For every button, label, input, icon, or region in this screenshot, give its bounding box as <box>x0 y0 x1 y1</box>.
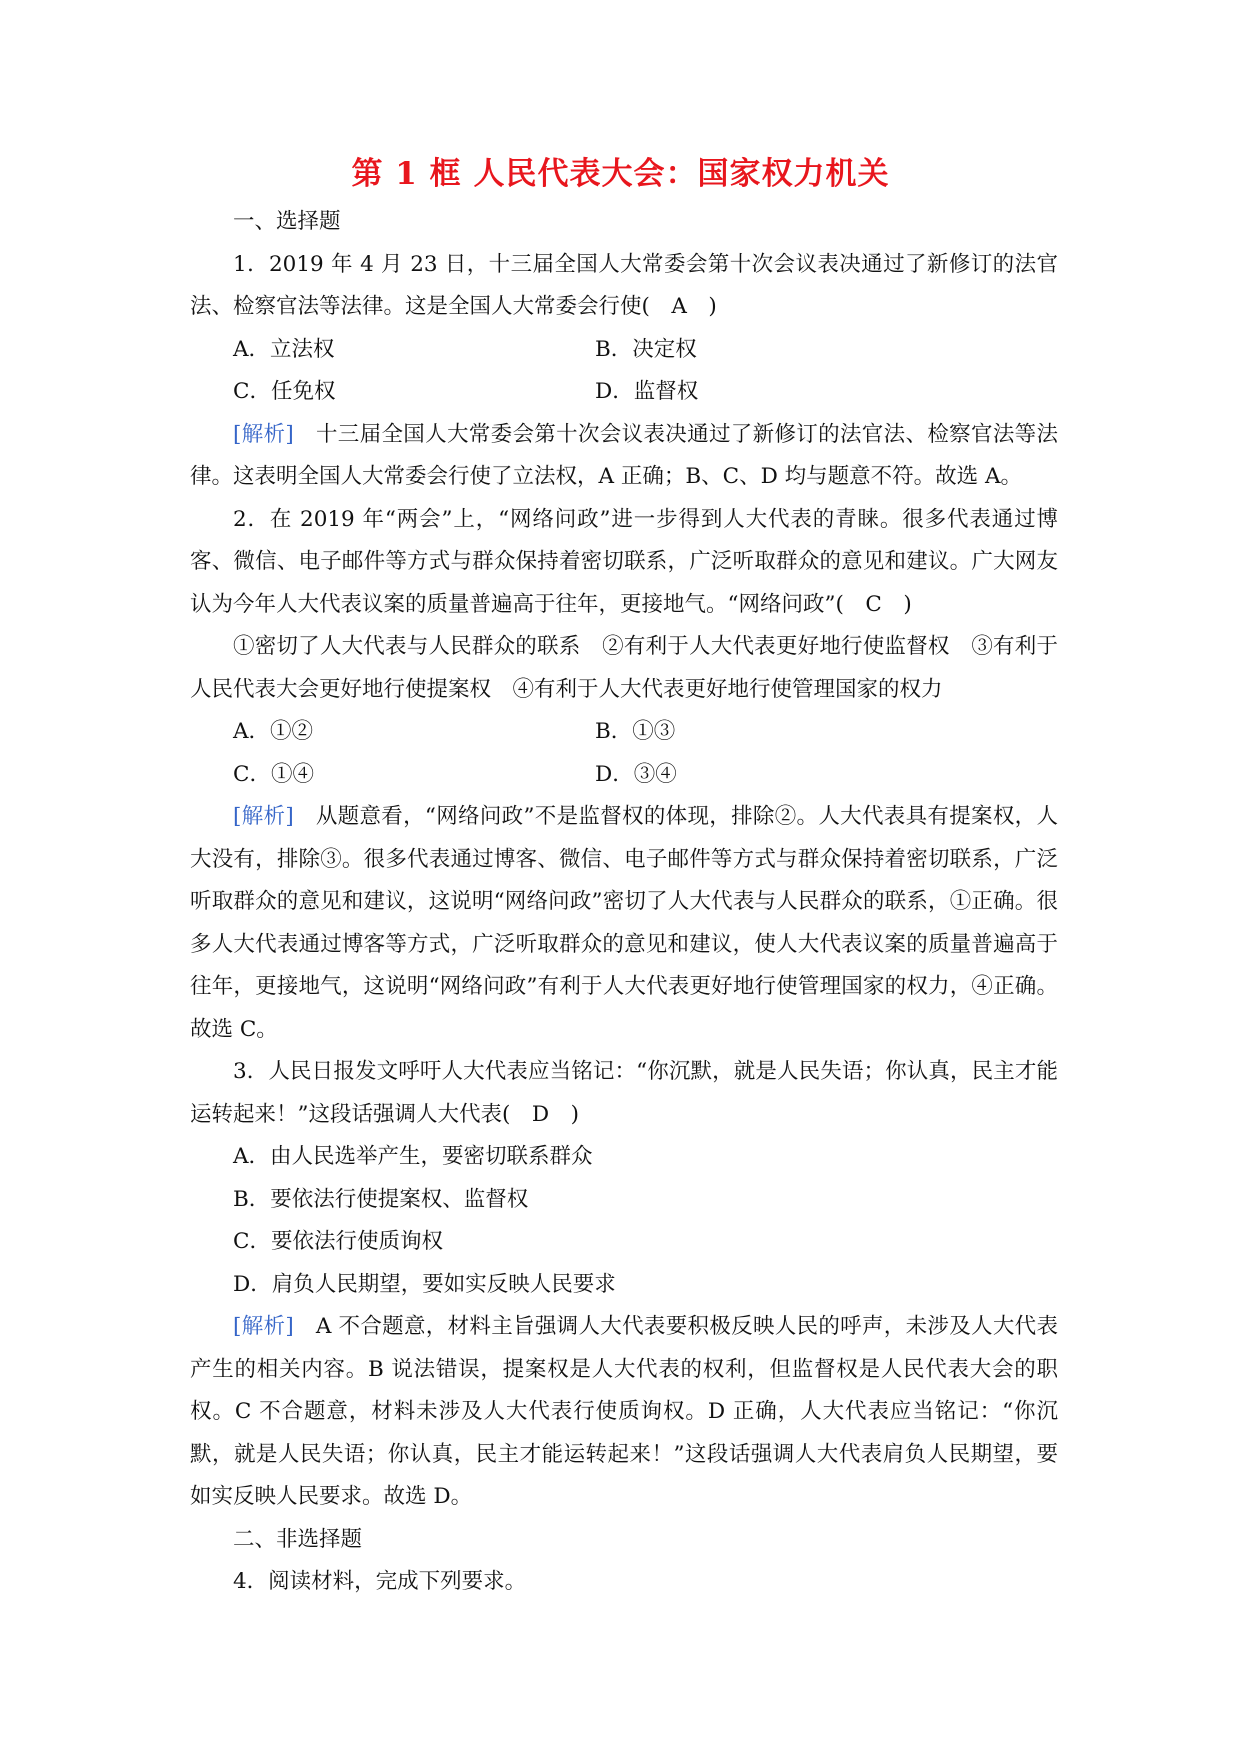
question-2-option-b: B．①③ <box>595 719 676 744</box>
question-4-stem: 4．阅读材料，完成下列要求。 <box>233 1569 527 1594</box>
question-3-analysis <box>190 1306 1058 1519</box>
analysis-text: A 不合题意，材料主旨强调人大代表要积极反映人民的呼声，未涉及人大代表产生的相关内容。B 说法错误，提案权是人大代表的权利，但监督权是人民代表大会的职权。C 不合题意，材料未涉及人大代表行使质询权。D 正确，人大代表应当铭记：“你沉默，就是人民失语；你认真，民主才能运转起来！”这段话强调人大代表肩负人民期望，要如实反映人民要求。故选 D。 <box>190 1314 1058 1509</box>
document-body <box>190 201 1058 1604</box>
question-1-analysis <box>190 414 1058 499</box>
analysis-text: 从题意看，“网络问政”不是监督权的体现，排除②。人大代表具有提案权，人大没有，排除③。很多代表通过博客、微信、电子邮件等方式与群众保持着密切联系，广泛听取群众的意见和建议，这说明“网络问政”密切了人大代表与人民群众的联系，①正确。很多人大代表通过博客等方式，广泛听取群众的意见和建议，使人大代表议案的质量普遍高于往年，更接地气，这说明“网络问政”有利于人大代表更好地行使管理国家的权力，④正确。故选 C。 <box>190 804 1058 1042</box>
question-3-stem: 3．人民日报发文呼吁人大代表应当铭记：“你沉默，就是人民失语；你认真，民主才能运转起来！”这段话强调人大代表( D ) <box>190 1059 1058 1127</box>
question-1-option-b: B．决定权 <box>595 336 697 362</box>
page-title: 第 1 框 人民代表大会：国家权力机关 <box>351 156 890 192</box>
question-3-option-d: D．肩负人民期望，要如实反映人民要求 <box>233 1271 616 1297</box>
question-1-option-a: A．立法权 <box>233 336 335 362</box>
question-1-stem: 1．2019 年 4 月 23 日，十三届全国人大常委会第十次会议表决通过了新修订的法官法、检察官法等法律。这是全国人大常委会行使( A ) <box>190 251 1058 319</box>
analysis-label: [解析] <box>233 421 294 447</box>
question-2-option-c: C．①④ <box>233 761 314 787</box>
question-3-option-b: B．要依法行使提案权、监督权 <box>233 1186 529 1212</box>
section-heading-non-multiple-choice: 二、非选择题 <box>233 1526 363 1552</box>
question-2-options-row-1 <box>190 711 1058 754</box>
section-heading-multiple-choice: 一、选择题 <box>233 209 341 234</box>
question-3-option-c: C．要依法行使质询权 <box>233 1229 443 1254</box>
question-2-options-row-2 <box>190 754 1058 797</box>
question-1-options-row-2 <box>190 371 1058 414</box>
question-2-option-d: D．③④ <box>595 761 677 787</box>
analysis-label: [解析] <box>233 804 294 829</box>
question-1-option-d: D．监督权 <box>595 379 699 404</box>
question-2-option-a: A．①② <box>233 719 314 744</box>
analysis-label: [解析] <box>233 1314 294 1339</box>
question-2-stem: 2．在 2019 年“两会”上，“网络问政”进一步得到人大代表的青睐。很多代表通过博客、微信、电子邮件等方式与群众保持着密切联系，广泛听取群众的意见和建议。广大网友认为今年人大代表议案的质量普遍高于往年，更接地气。“网络问政”( C ) <box>190 506 1058 617</box>
question-2-statements: ①密切了人大代表与人民群众的联系 ②有利于人大代表更好地行使监督权 ③有利于人民代表大会更好地行使提案权 ④有利于人大代表更好地行使管理国家的权力 <box>190 634 1058 702</box>
question-1-option-c: C．任免权 <box>233 379 336 404</box>
question-3-option-a: A．由人民选举产生，要密切联系群众 <box>233 1144 593 1169</box>
question-2-analysis <box>190 796 1058 1051</box>
analysis-text: 十三届全国人大常委会第十次会议表决通过了新修订的法官法、检察官法等法律。这表明全国人大常委会行使了立法权，A 正确；B、C、D 均与题意不符。故选 A。 <box>190 421 1058 489</box>
question-1-options-row-1 <box>190 329 1058 372</box>
